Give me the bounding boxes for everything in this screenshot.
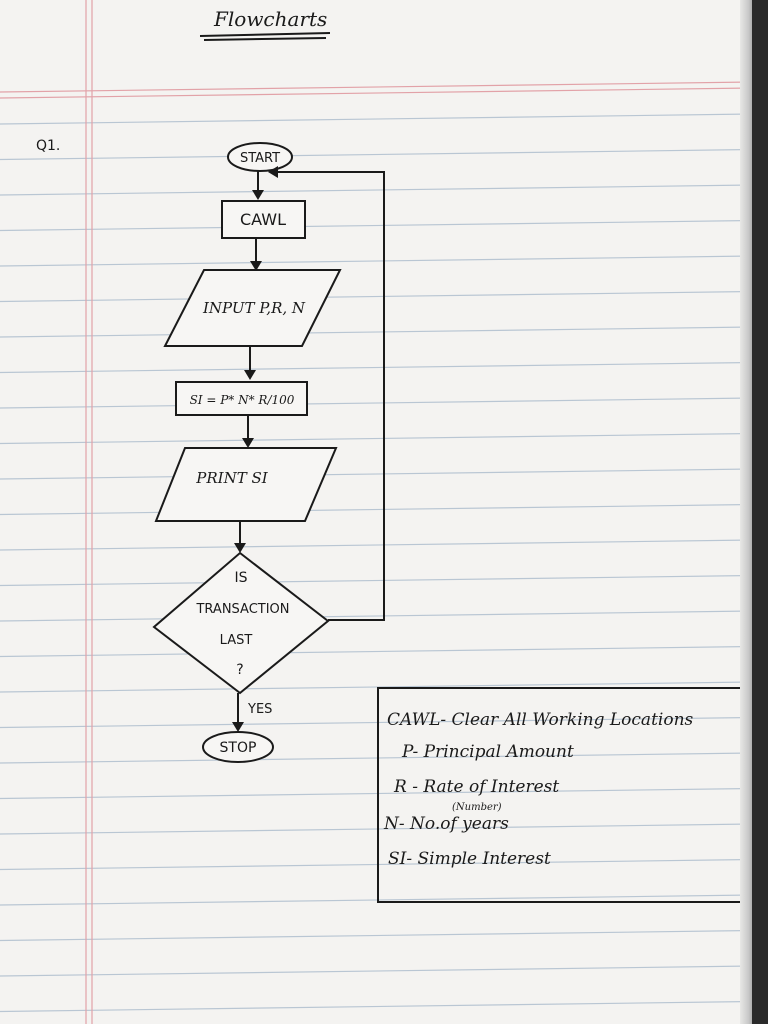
cawl-label: CAWL: [240, 210, 286, 229]
ruled-line: [0, 576, 752, 586]
ruled-line: [0, 469, 752, 479]
ruled-line: [0, 327, 752, 337]
ruled-line: [0, 185, 752, 195]
legend-item-cawl: CAWL- Clear All Working Locations: [387, 710, 694, 730]
legend-note-number: (Number): [452, 802, 502, 813]
decision-line-2: TRANSACTION: [196, 602, 290, 617]
question-label: Q1.: [36, 138, 61, 154]
margin-line-top-2: [0, 88, 752, 98]
decision-line-4: ?: [236, 662, 244, 678]
arrowhead-print-decision: [234, 543, 246, 553]
ruled-line: [0, 434, 752, 444]
input-label: INPUT P,R, N: [202, 299, 306, 317]
margin-line-top: [0, 82, 752, 92]
ruled-line: [0, 398, 752, 408]
ruled-line: [0, 150, 752, 160]
ruled-line: [0, 505, 752, 515]
ruled-line: [0, 540, 752, 550]
arrowhead-input-si: [244, 370, 256, 380]
yes-label: YES: [248, 702, 273, 717]
arrowhead-start-cawl: [252, 190, 264, 200]
ruled-line: [0, 789, 752, 799]
legend-item-n: N- No.of years: [384, 814, 509, 834]
legend-item-si: SI- Simple Interest: [388, 849, 551, 869]
legend-item-r: R - Rate of Interest: [394, 777, 560, 797]
ruled-lines: [0, 114, 752, 1012]
arrowhead-si-print: [242, 438, 254, 448]
decision-line-3: LAST: [219, 633, 253, 648]
ruled-line: [0, 753, 752, 763]
ruled-line: [0, 1002, 752, 1012]
si-formula-label: SI = P* N* R/100: [189, 393, 295, 407]
decision-line-1: IS: [234, 570, 248, 586]
ruled-line: [0, 221, 752, 231]
arrowhead-decision-stop: [232, 722, 244, 732]
ruled-line: [0, 860, 752, 870]
ruled-line: [0, 931, 752, 941]
ruled-line: [0, 824, 752, 834]
page-edge-shadow: [740, 0, 752, 1024]
ruled-line: [0, 114, 752, 124]
title-underline: [200, 33, 330, 36]
stop-label: STOP: [219, 740, 257, 756]
legend-item-p: P- Principal Amount: [402, 742, 574, 762]
ruled-line: [0, 647, 752, 657]
ruled-line: [0, 966, 752, 976]
title-underline-2: [204, 38, 326, 40]
ruled-line: [0, 256, 752, 266]
print-label: PRINT SI: [196, 469, 268, 487]
ruled-line: [0, 895, 752, 905]
ruled-line: [0, 292, 752, 302]
start-label: START: [239, 151, 281, 166]
ruled-line: [0, 363, 752, 373]
page-title: Flowcharts: [214, 7, 328, 31]
